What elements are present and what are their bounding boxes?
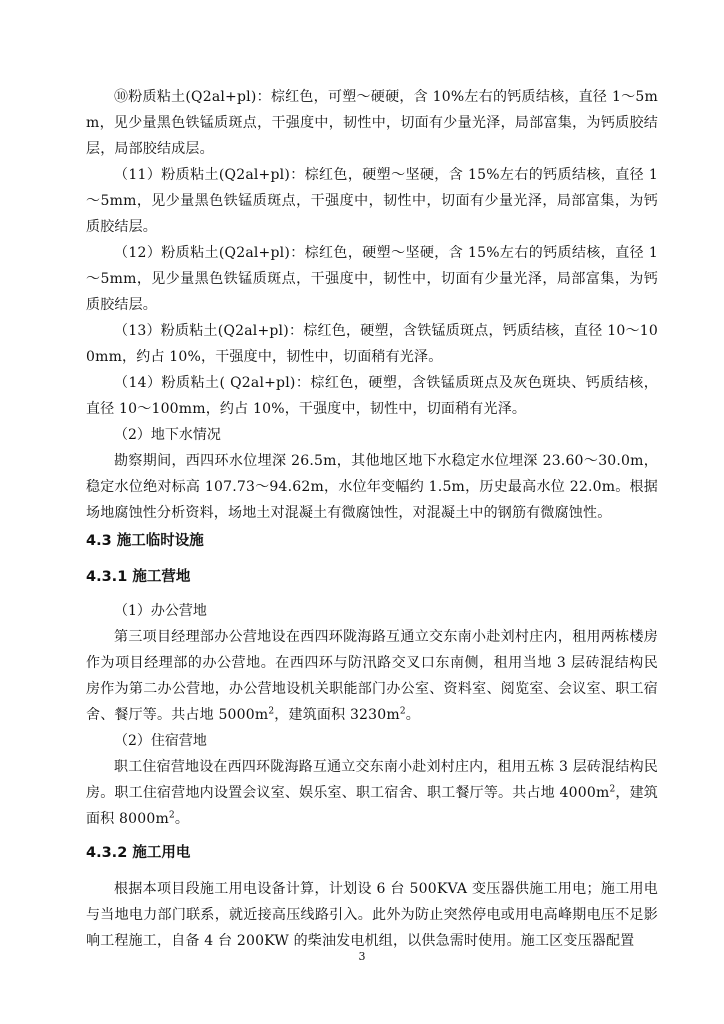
dorm-camp-text-c: 。 [174, 811, 190, 827]
office-building-area-unit-sup: 2 [399, 706, 406, 717]
section-4-3-2-title: 4.3.2 施工用电 [86, 845, 191, 861]
section-4-3-title: 4.3 施工临时设施 [86, 533, 204, 549]
soil-layer-10-paragraph: ⑩粉质粘土(Q2al+pl)：棕红色，可塑～硬硬，含 10%左右的钙质结核，直径 1～5mm，见少量黑色铁锰质斑点，干强度中，韧性中，切面有少量光泽，局部富集，为钙质胶结层，局部胶结成层。 [86, 89, 658, 157]
groundwater-paragraph: 勘察期间，西四环水位埋深 26.5m，其他地区地下水稳定水位埋深 23.60～30.0m，稳定水位绝对标高 107.73～94.62m，水位年变幅约 1.5m，历史最高水位 22.0m。根据场地腐蚀性分析资料，场地土对混凝土有微腐蚀性，对混凝土中的钢筋有微腐蚀性。 [86, 453, 658, 521]
office-camp-text-b: ，建筑面积 3230m [274, 707, 400, 723]
power-supply-paragraph: 根据本项目段施工用电设备计算，计划设 6 台 500KVA 变压器供施工用电；施工用电与当地电力部门联系，就近接高压线路引入。此外为防止突然停电或用电高峰期电压不足影响工程施工，自备 4 台 200KW 的柴油发电机组，以供急需时使用。施工区变压器配置 [86, 881, 658, 949]
dorm-camp-text-b: ，建筑面积 8000m [86, 785, 658, 827]
page-content [86, 84, 658, 954]
groundwater-heading: （2）地下水情况 [114, 427, 221, 443]
section-4-3-1-title: 4.3.1 施工营地 [86, 569, 191, 585]
office-camp-paragraph [86, 624, 658, 728]
soil-layer-11-paragraph: （11）粉质粘土(Q2al+pl)：棕红色，硬塑～坚硬，含 15%左右的钙质结核，直径 1～5mm，见少量黑色铁锰质斑点，干强度中，韧性中，切面有少量光泽，局部富集，为钙质胶结层。 [86, 167, 658, 235]
soil-layer-12-paragraph: （12）粉质粘土(Q2al+pl)：棕红色，硬塑～坚硬，含 15%左右的钙质结核，直径 1～5mm，见少量黑色铁锰质斑点，干强度中，韧性中，切面有少量光泽，局部富集，为钙质胶结层。 [86, 245, 658, 313]
office-camp-heading: （1）办公营地 [114, 603, 207, 619]
dorm-area-unit-sup: 2 [609, 784, 616, 795]
dorm-camp-heading: （2）住宿营地 [114, 733, 207, 749]
dorm-building-area-unit-sup: 2 [168, 810, 175, 821]
office-camp-text-c: 。 [405, 707, 420, 723]
office-camp-text-a: 第三项目经理部办公营地设在西四环陇海路互通立交东南小赴刘村庄内，租用两栋楼房作为项目经理部的办公营地。在西四环与防汛路交叉口东南侧，租用当地 3 层砖混结构民房作为第二办公营地，办公营地设机关职能部门办公室、资料室、阅览室、会议室、职工宿舍、餐厅等。共占地 5000m [86, 629, 658, 723]
dorm-camp-text-a: 职工住宿营地设在西四环陇海路互通立交东南小赴刘村庄内，租用五栋 3 层砖混结构民房。职工住宿营地内设置会议室、娱乐室、职工宿舍、职工餐厅等。共占地 4000m [86, 759, 658, 801]
dorm-camp-paragraph [86, 754, 658, 832]
soil-layer-13-paragraph: （13）粉质粘土(Q2al+pl)：棕红色，硬塑，含铁锰质斑点，钙质结核，直径 10～100mm，约占 10%，干强度中，韧性中，切面稍有光泽。 [86, 323, 658, 365]
page-number: 3 [358, 950, 366, 963]
office-area-unit-sup: 2 [268, 706, 275, 717]
soil-layer-14-paragraph: （14）粉质粘土( Q2al+pl)：棕红色，硬塑，含铁锰质斑点及灰色斑块、钙质结核，直径 10～100mm，约占 10%，干强度中，韧性中，切面稍有光泽。 [86, 375, 658, 417]
